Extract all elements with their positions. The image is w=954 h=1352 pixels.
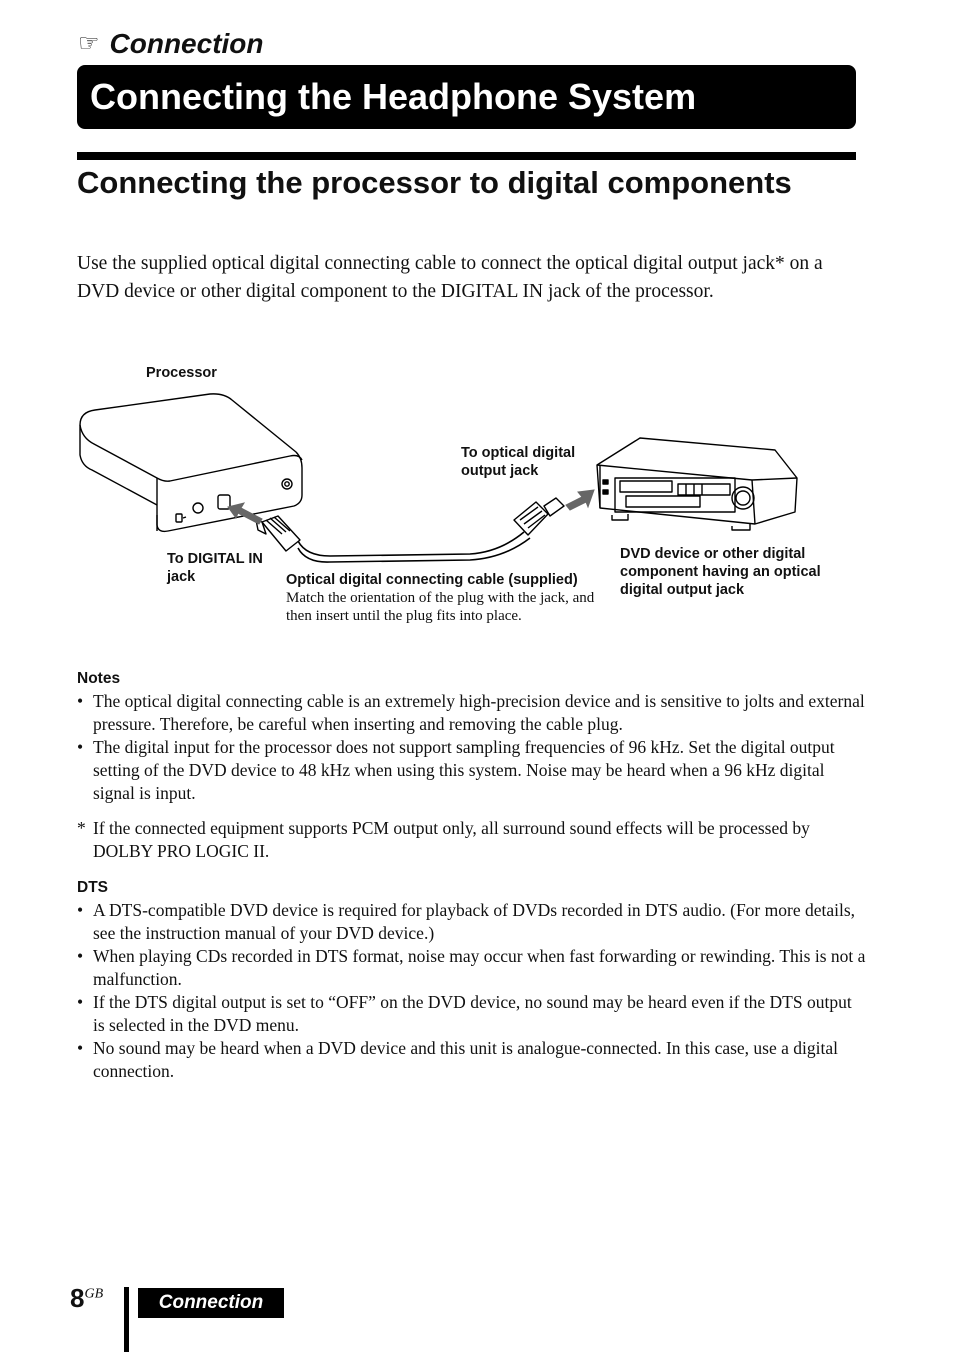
dvd-device-illustration (597, 438, 797, 530)
footer-divider (124, 1287, 129, 1352)
cable-label: Optical digital connecting cable (supplied) (286, 572, 578, 588)
notes-heading: Notes (77, 670, 121, 687)
dts-section (77, 877, 867, 1083)
optical-cable-illustration (256, 498, 564, 562)
processor-label: Processor (146, 365, 217, 381)
list-item: • The digital input for the processor does not support sampling frequencies of 96 kHz. Set the digital output setting of the DVD device to 48 kHz when using this system. Noise may be heard when a 96 kHz digital signal is input. (77, 737, 835, 803)
footer-section-tab: Connection (138, 1288, 284, 1318)
footnote-text: If the connected equipment supports PCM output only, all surround sound effects will be processed by DOLBY PRO LOGIC II. (93, 818, 810, 861)
list-item: • A DTS-compatible DVD device is required for playback of DVDs recorded in DTS audio. (For more details, see the instruction manual of your DVD device.) (77, 900, 856, 943)
processor-illustration (80, 394, 302, 532)
notes-section (77, 668, 867, 805)
list-item: • No sound may be heard when a DVD device and this unit is analogue-connected. In this case, use a digital connection. (77, 1038, 838, 1081)
page-title-text: Connecting the Headphone System (90, 76, 697, 117)
section-title: Connection (109, 28, 264, 59)
cable-note: Match the orientation of the plug with the jack, and then insert until the plug fits into place. (286, 590, 595, 624)
page-suffix: GB (84, 1286, 104, 1302)
list-item: • When playing CDs recorded in DTS format, noise may occur when fast forwarding or rewinding. This is not a malfunction. (77, 946, 866, 989)
list-item: • The optical digital connecting cable is an extremely high-precision device and is sensitive to jolts and external pressure. Therefore, be careful when inserting and removing the cable plug. (77, 691, 865, 734)
page-number: $8^{GB}$ (70, 1283, 104, 1313)
pointing-hand-icon: ☞ (78, 31, 100, 57)
cable-label-block (286, 571, 606, 625)
arrow-to-dvd-icon (566, 490, 594, 510)
dts-heading: DTS (77, 879, 108, 896)
footnote-mark: * (77, 818, 86, 838)
footnote (77, 817, 867, 863)
list-item: • If the DTS digital output is set to “OFF” on the DVD device, no sound may be heard even if the DTS output is selected in the DVD menu. (77, 992, 852, 1035)
optical-output-label: To optical digital output jack (461, 445, 576, 479)
dvd-label: DVD device or other digital component having an optical digital output jack (620, 546, 821, 598)
subheading: Connecting the processor to digital components (77, 165, 792, 200)
digital-in-label: To DIGITAL IN jack (167, 551, 263, 585)
intro-paragraph: Use the supplied optical digital connecting cable to connect the optical digital output jack* on a DVD device or other digital component to the DIGITAL IN jack of the processor. (77, 253, 823, 302)
